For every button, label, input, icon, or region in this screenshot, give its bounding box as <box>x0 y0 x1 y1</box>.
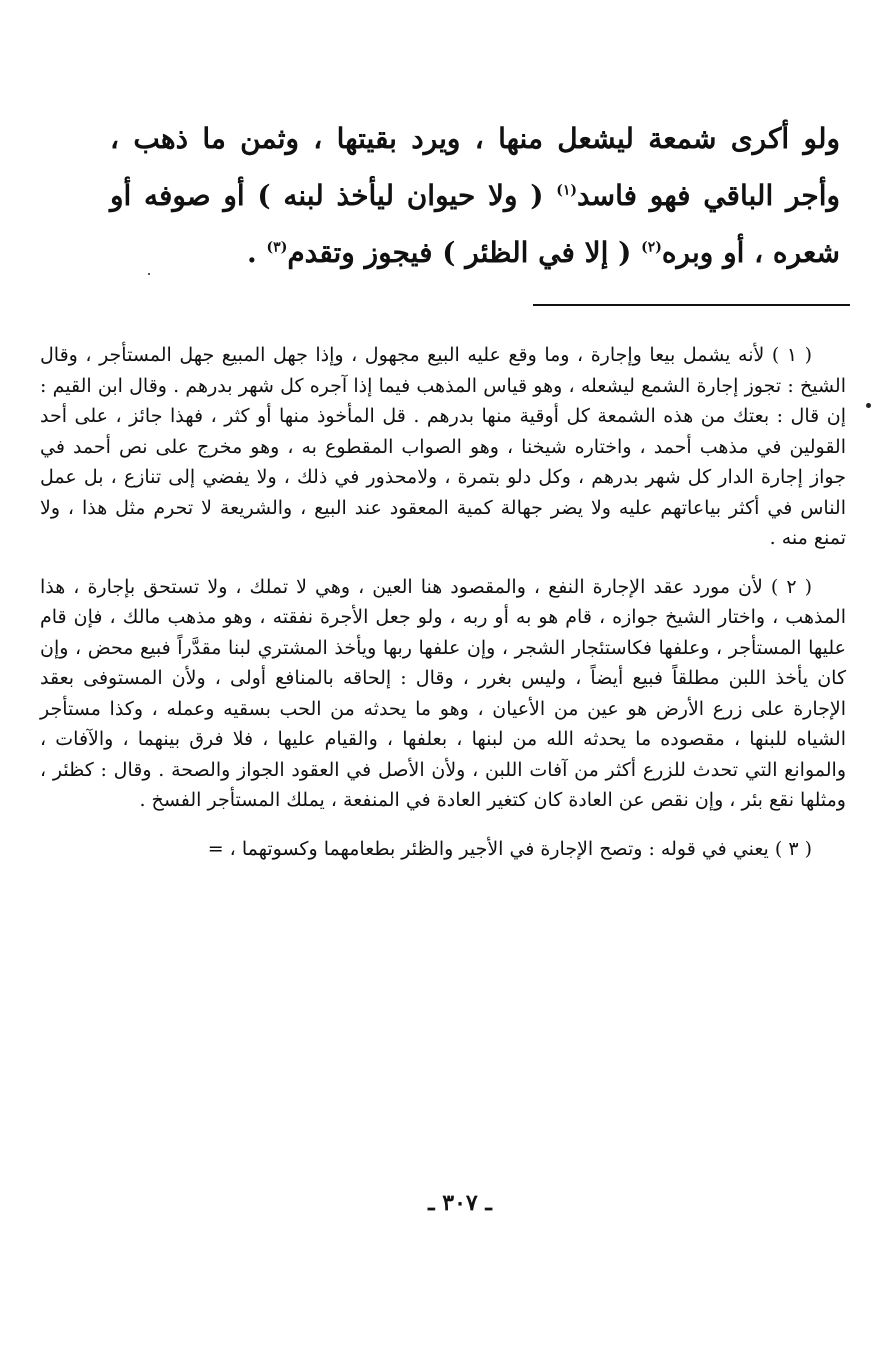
footnote-separator <box>533 304 850 306</box>
footnote-1: ( ١ ) لأنه يشمل بيعا وإجارة ، وما وقع عليه البيع مجهول ، وإذا جهل المبيع جهل المستأجر ، وقال الشيخ : تجوز إجارة الشمع ليشعله ، وهو قياس المذهب فيما إذا آجره كل شهر بدرهم . وقال ابن القيم : إن قال : بعتك من هذه الشمعة كل أوقية منها بدرهم . قل المأخوذ منها أو كثر ، فهذا جائز ، على أحد القولين في مذهب أحمد ، واختاره شيخنا ، وهو الصواب المقطوع به ، وهو مخرج على نص أحمد في جواز إجارة الدار كل شهر بدرهم ، وكل دلو بتمرة ، ولامحذور في ذلك ، ولا يفضي إلى تنازع ، بل عمل الناس في أكثر بياعاتهم عليه ولا يضر جهالة كمية المعقود عند البيع ، والشريعة لا تحرم مثل هذا ، ولا تمنع منه . <box>40 344 846 549</box>
main-line-3: أو شعره ، أو وبره <box>110 179 840 269</box>
main-line-2: وأجر الباقي فهو فاسد <box>576 179 841 212</box>
footnotes <box>40 340 846 864</box>
main-line-1: ولو أكرى شمعة ليشعل منها ، ويرد بقيتها ، وثمن ما ذهب ، <box>110 122 840 155</box>
footnote-2: ( ٢ ) لأن مورد عقد الإجارة النفع ، والمقصود هنا العين ، وهي لا تملك ، ولا تستحق بإجارة ، هذا المذهب ، واختار الشيخ جوازه ، قام هو به أو ربه ، ولو جعل الأجرة نفقته ، وهو مذهب مالك ، فإن قام عليها المستأجر ، وعلفها فكاستئجار الشجر ، وإن علفها ربها ويأخذ المشتري لبنا مقدَّراً فبيع محض ، وإن كان يأخذ اللبن مطلقاً فبيع أيضاً ، وليس بغرر ، وقال : إلحاقه بالمنافع أولى ، ولأن المستوفى بعقد الإجارة على زرع الأرض هو عين من الأعيان ، وهو ما يحدثه من الحب بسقيه وعمله ، وكذا مستأجر الشياه للبنها ، مقصوده ما يحدثه الله من لبنها ، بعلفها ، والقيام عليها ، فلا فرق بينهما ، والآفات ، والموانع التي تحدث للزرع أكثر من آفات اللبن ، ولأن الأصل في العقود الجواز والصحة . وقال : كظئر ، ومثلها نقع بئر ، وإن نقص عن العادة كان كتغير العادة في المنفعة ، يملك المستأجر الفسخ . <box>40 575 846 811</box>
scan-speck <box>866 403 871 408</box>
main-line-2b: ( ولا حيوان ليأخذ لبنه ) أو صوفه <box>144 179 544 212</box>
main-text-body <box>110 110 840 281</box>
footnote-ref-2: (٢) <box>641 239 662 256</box>
main-line-end: . <box>247 236 257 269</box>
footnote-ref-3: (٣) <box>266 239 288 256</box>
scan-speck <box>148 273 150 275</box>
main-line-3b: ( إلا في الظئر ) فيجوز وتقدم <box>287 236 632 269</box>
footnote-ref-1: (١) <box>556 182 577 199</box>
main-text <box>110 110 840 281</box>
page-number: ـ ٣٠٧ ـ <box>428 1190 492 1216</box>
footnote-3: ( ٣ ) يعني في قوله : وتصح الإجارة في الأجير والظئر بطعامهما وكسوتهما ، = <box>207 837 812 860</box>
